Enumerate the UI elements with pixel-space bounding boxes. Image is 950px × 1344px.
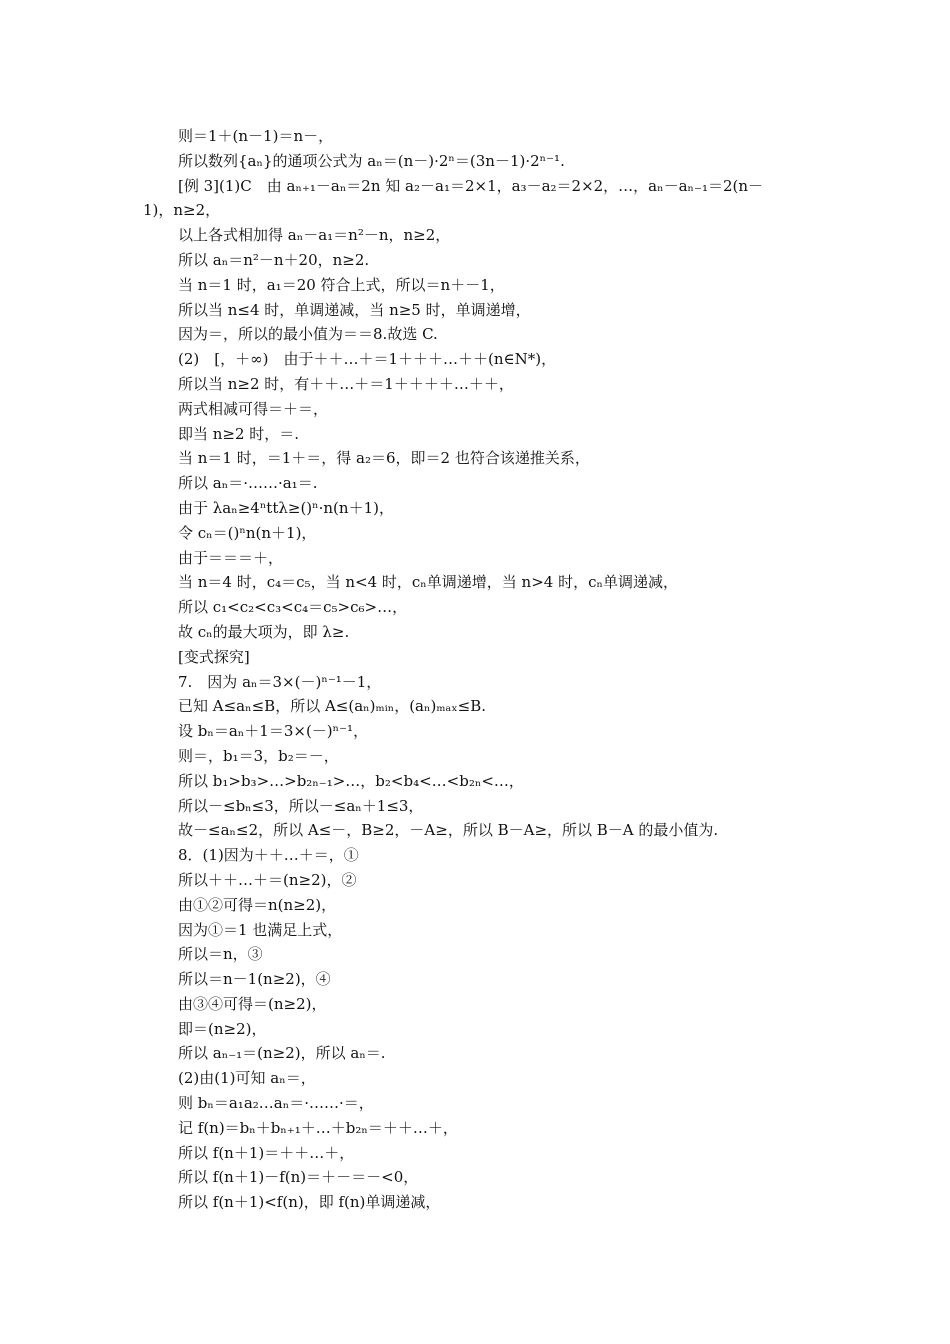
text-line: 所以＝n，③ <box>178 945 263 964</box>
text-line: 令 cₙ＝()ⁿn(n＋1)， <box>178 523 317 542</box>
text-line: 故 cₙ的最大项为，即 λ≥. <box>178 622 350 641</box>
text-line: 记 f(n)＝bₙ＋bₙ₊₁＋…＋b₂ₙ＝＋＋…＋， <box>178 1118 458 1137</box>
text-line: 已知 A≤aₙ≤B，所以 A≤(aₙ)ₘᵢₙ，(aₙ)ₘₐₓ≤B. <box>178 697 487 716</box>
text-line: 当 n＝1 时，＝1＋＝，得 a₂＝6，即＝2 也符合该递推关系， <box>178 449 590 468</box>
text-line: 则＝1＋(n－1)＝n－， <box>178 127 334 145</box>
text-line: [例 3](1)C 由 aₙ₊₁－aₙ＝2n 知 a₂－a₁＝2×1，a₃－a₂＝2×2，…，aₙ－aₙ₋₁＝2(n－ <box>178 176 764 195</box>
text-line: 所以 f(n＋1)＝＋＋…＋， <box>178 1143 355 1162</box>
text-line: 所以＝n－1(n≥2)，④ <box>178 970 331 989</box>
text-line: 以上各式相加得 aₙ－a₁＝n²－n，n≥2， <box>178 226 451 245</box>
text-line: 因为＝，所以的最小值为＝＝8.故选 C. <box>178 325 438 344</box>
text-line: 由①②可得＝n(n≥2)， <box>178 895 337 914</box>
text-line: 所以 aₙ＝n²－n＋20，n≥2. <box>178 250 370 269</box>
text-line: 所以 c₁<c₂<c₃<c₄＝c₅>c₆>…， <box>178 598 408 617</box>
text-line: (2) [，＋∞) 由于＋＋…＋＝1＋＋＋…＋＋(n∈N*)， <box>178 350 557 369</box>
text-line: 所以当 n≤4 时，单调递减，当 n≥5 时，单调递增， <box>178 300 531 319</box>
text-line: 因为①＝1 也满足上式， <box>178 920 343 939</box>
text-line: 所以 aₙ₋₁＝(n≥2)，所以 aₙ＝. <box>178 1044 386 1063</box>
text-line: 当 n＝1 时，a₁＝20 符合上式，所以＝n＋－1， <box>178 275 505 294</box>
text-line: [变式探究] <box>178 647 250 666</box>
text-line: 则＝，b₁＝3，b₂＝－， <box>178 746 339 765</box>
text-line: 所以 f(n＋1)<f(n)，即 f(n)单调递减， <box>178 1193 441 1212</box>
text-line: 所以＋＋…＋＝(n≥2)，② <box>178 870 357 889</box>
text-line: 设 bₙ＝aₙ＋1＝3×(－)ⁿ⁻¹， <box>178 722 369 741</box>
text-line: 则 bₙ＝a₁a₂…aₙ＝·……·＝， <box>178 1094 374 1113</box>
text-line: 所以数列{aₙ}的通项公式为 aₙ＝(n－)·2ⁿ＝(3n－1)·2ⁿ⁻¹. <box>178 151 565 170</box>
text-line: 所以－≤bₙ≤3，所以－≤aₙ＋1≤3， <box>178 796 424 815</box>
text-line: 当 n＝4 时，c₄＝c₅，当 n<4 时，cₙ单调递增，当 n>4 时，cₙ单调递减， <box>178 573 678 592</box>
text-line: 由于＝＝＝＋， <box>178 548 284 567</box>
text-line: 所以当 n≥2 时，有＋＋…＋＝1＋＋＋＋…＋＋， <box>178 374 514 393</box>
text-line: 由③④可得＝(n≥2)， <box>178 994 327 1013</box>
text-line: 即当 n≥2 时，＝. <box>178 424 300 443</box>
text-line: 8．(1)因为＋＋…＋＝，① <box>178 846 359 865</box>
text-line: 即＝(n≥2)， <box>178 1019 267 1038</box>
text-line: 所以 b₁>b₃>…>b₂ₙ₋₁>…，b₂<b₄<…<b₂ₙ<…， <box>178 771 524 790</box>
text-line: 所以 f(n＋1)－f(n)＝＋－＝－<0， <box>178 1168 419 1187</box>
text-line: 所以 aₙ＝·……·a₁＝. <box>178 474 318 493</box>
document-body <box>143 124 823 1215</box>
text-line: 故－≤aₙ≤2，所以 A≤－，B≥2，－A≥，所以 B－A≥，所以 B－A 的最小值为. <box>178 821 719 840</box>
text-line: 1)，n≥2， <box>143 201 221 220</box>
text-line: 两式相减可得＝＋＝， <box>178 399 329 418</box>
text-line: (2)由(1)可知 aₙ＝， <box>178 1069 316 1088</box>
text-line: 由于 λaₙ≥4ⁿttλ≥()ⁿ·n(n＋1)， <box>178 498 394 517</box>
text-line: 7. 因为 aₙ＝3×(－)ⁿ⁻¹－1， <box>178 672 382 691</box>
